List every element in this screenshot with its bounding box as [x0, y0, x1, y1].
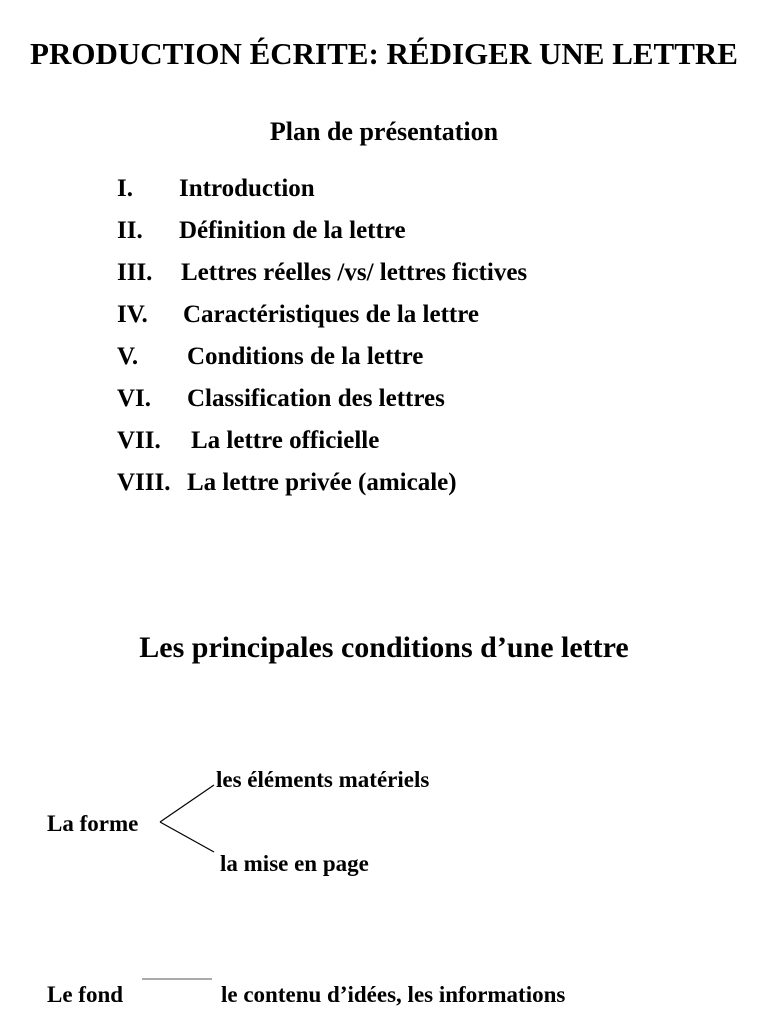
forme-lower-connector — [160, 822, 214, 852]
plan-item-numeral: I. — [117, 175, 133, 202]
plan-item-text: Introduction — [179, 175, 315, 202]
plan-item-text: Définition de la lettre — [179, 217, 406, 244]
plan-item-text: La lettre privée (amicale) — [187, 469, 457, 496]
fond-text: le contenu d’idées, les informations — [221, 982, 566, 1007]
plan-item-text: Lettres réelles /vs/ lettres fictives — [181, 259, 528, 286]
section-heading: Les principales conditions d’une lettre — [139, 631, 629, 664]
plan-item-numeral: V. — [117, 343, 139, 370]
document-subtitle: Plan de présentation — [269, 117, 499, 146]
plan-item-numeral: IV. — [117, 301, 148, 328]
forme-label: La forme — [47, 811, 139, 836]
plan-item-numeral: II. — [117, 217, 143, 244]
plan-item-numeral: VI. — [117, 385, 152, 412]
plan-item-numeral: III. — [117, 259, 153, 286]
plan-item-text: La lettre officielle — [191, 427, 380, 454]
forme-branch-materiel: les éléments matériels — [216, 767, 430, 792]
plan-item-text: Classification des lettres — [187, 385, 445, 412]
document-title: PRODUCTION ÉCRITE: RÉDIGER UNE LETTRE — [30, 36, 738, 71]
plan-item-text: Caractéristiques de la lettre — [183, 301, 479, 328]
forme-branch-mise-en-page: la mise en page — [220, 851, 369, 876]
plan-item-numeral: VII. — [117, 427, 161, 454]
fond-label: Le fond — [47, 982, 124, 1007]
plan-item-numeral: VIII. — [117, 469, 171, 496]
forme-upper-connector — [160, 785, 214, 822]
plan-item-text: Conditions de la lettre — [187, 343, 424, 370]
